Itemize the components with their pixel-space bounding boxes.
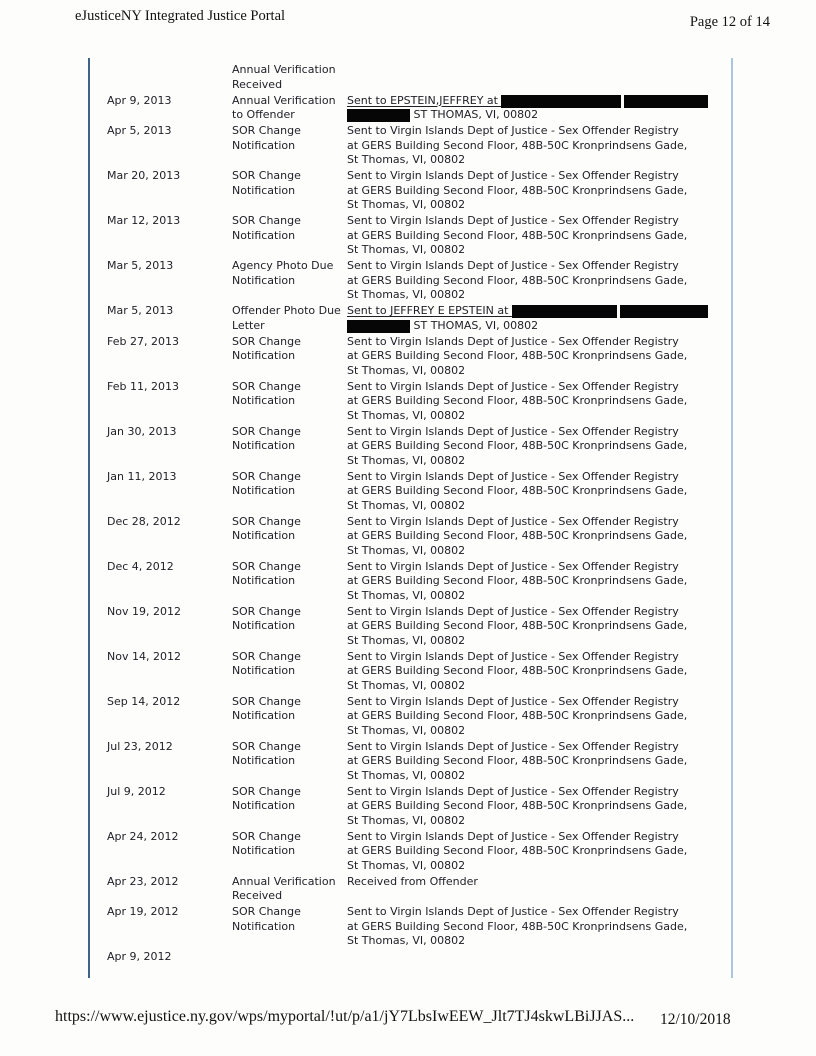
table-row [90, 94, 731, 123]
description-text: St Thomas, VI, 00802 [347, 813, 466, 827]
description-text: at GERS Building Second Floor, 48B-50C Kronprindsens Gade, [347, 919, 688, 933]
table-row [90, 214, 731, 258]
redaction-bar [512, 305, 617, 318]
description-text: Sent to Virgin Islands Dept of Justice - Sex Offender Registry [347, 905, 679, 918]
event-type: Annual Verification Received [232, 874, 336, 902]
event-description [347, 830, 731, 874]
event-type: SOR Change Notification [232, 169, 301, 197]
event-description [347, 304, 731, 333]
redaction-bar [347, 109, 410, 122]
redaction-bar [501, 95, 621, 108]
description-text: St Thomas, VI, 00802 [347, 498, 466, 512]
description-text: St Thomas, VI, 00802 [347, 633, 466, 647]
event-description [347, 335, 731, 379]
event-description [347, 425, 731, 469]
event-date: Feb 11, 2013 [107, 379, 179, 393]
description-text: St Thomas, VI, 00802 [347, 153, 466, 166]
description-text: St Thomas, VI, 00802 [347, 408, 466, 422]
event-type: SOR Change Notification [232, 469, 301, 497]
event-date: Jan 11, 2013 [107, 469, 177, 483]
description-text: Sent to JEFFREY E EPSTEIN at [347, 304, 512, 317]
event-description [347, 905, 731, 949]
table-row [90, 259, 731, 303]
event-date: Mar 5, 2013 [107, 259, 174, 272]
event-type: SOR Change Notification [232, 694, 301, 722]
description-text: at GERS Building Second Floor, 48B-50C Kronprindsens Gade, [347, 183, 688, 197]
description-text: St Thomas, VI, 00802 [347, 934, 466, 947]
description-text: at GERS Building Second Floor, 48B-50C Kronprindsens Gade, [347, 349, 688, 362]
description-text: St Thomas, VI, 00802 [347, 363, 466, 377]
table-row [90, 695, 731, 739]
event-type: SOR Change Notification [232, 829, 301, 857]
event-type: SOR Change Notification [232, 649, 301, 677]
description-text: at GERS Building Second Floor, 48B-50C Kronprindsens Gade, [347, 529, 688, 542]
table-row [90, 605, 731, 649]
table-row [90, 740, 731, 784]
description-text: at GERS Building Second Floor, 48B-50C Kronprindsens Gade, [347, 484, 688, 497]
page-number: Page 12 of 14 [689, 14, 770, 30]
description-text: Sent to Virgin Islands Dept of Justice - Sex Offender Registry [347, 784, 679, 798]
description-text: Sent to Virgin Islands Dept of Justice - Sex Offender Registry [347, 124, 679, 137]
description-text: ST THOMAS, VI, 00802 [410, 108, 539, 121]
description-text: at GERS Building Second Floor, 48B-50C Kronprindsens Gade, [347, 574, 688, 587]
event-type: SOR Change Notification [232, 784, 301, 812]
event-date: Nov 19, 2012 [107, 604, 181, 618]
event-type: Agency Photo Due Notification [232, 259, 334, 287]
description-text: Sent to Virgin Islands Dept of Justice - Sex Offender Registry [347, 514, 679, 528]
description-text: St Thomas, VI, 00802 [347, 288, 466, 301]
description-text: Sent to Virgin Islands Dept of Justice - Sex Offender Registry [347, 469, 679, 483]
event-type: SOR Change Notification [232, 905, 301, 933]
description-text: Sent to Virgin Islands Dept of Justice - Sex Offender Registry [347, 559, 679, 573]
table-row [90, 560, 731, 604]
event-date: Mar 20, 2013 [107, 169, 181, 182]
table-row [90, 515, 731, 559]
description-text: Sent to Virgin Islands Dept of Justice - Sex Offender Registry [347, 169, 679, 182]
redaction-bar [624, 95, 708, 108]
description-text: St Thomas, VI, 00802 [347, 198, 466, 211]
event-type: SOR Change Notification [232, 739, 301, 767]
description-text: St Thomas, VI, 00802 [347, 588, 466, 602]
description-text: at GERS Building Second Floor, 48B-50C Kronprindsens Gade, [347, 844, 688, 857]
event-type: SOR Change Notification [232, 424, 301, 452]
event-type: Offender Photo Due Letter [232, 304, 341, 332]
event-date: Mar 5, 2013 [107, 304, 174, 317]
event-date: Sep 14, 2012 [107, 694, 181, 708]
event-type: SOR Change Notification [232, 334, 301, 362]
description-text: Sent to Virgin Islands Dept of Justice - Sex Offender Registry [347, 694, 679, 708]
event-type: SOR Change Notification [232, 604, 301, 632]
description-text: ST THOMAS, VI, 00802 [410, 318, 539, 332]
event-description [347, 214, 731, 258]
table-row [90, 785, 731, 829]
event-description [347, 605, 731, 649]
description-text: Sent to Virgin Islands Dept of Justice - Sex Offender Registry [347, 829, 679, 843]
description-text: Sent to Virgin Islands Dept of Justice - Sex Offender Registry [347, 379, 679, 393]
table-row [90, 875, 731, 904]
event-date: Jul 23, 2012 [107, 739, 173, 753]
event-type [232, 950, 347, 965]
description-text: St Thomas, VI, 00802 [347, 243, 466, 256]
redaction-bar [347, 320, 410, 333]
event-date: Feb 27, 2013 [107, 334, 179, 348]
event-date: Apr 23, 2012 [107, 874, 179, 888]
description-text: at GERS Building Second Floor, 48B-50C Kronprindsens Gade, [347, 138, 688, 152]
event-description [347, 124, 731, 168]
description-text: Sent to Virgin Islands Dept of Justice - Sex Offender Registry [347, 334, 679, 348]
event-date: Apr 24, 2012 [107, 829, 179, 843]
event-date: Nov 14, 2012 [107, 649, 181, 663]
table-row [90, 830, 731, 874]
event-description [347, 380, 731, 424]
description-text: Sent to EPSTEIN,JEFFREY at [347, 93, 502, 107]
table-row [90, 304, 731, 333]
event-date [90, 63, 232, 92]
footer-url: https://www.ejustice.ny.gov/wps/myportal/!ut/p/a1/jY7LbsIwEEW_Jlt7TJ4skwLBiJJAS... [55, 1008, 635, 1025]
event-description [347, 560, 731, 604]
event-description [347, 785, 731, 829]
description-text: St Thomas, VI, 00802 [347, 858, 466, 872]
event-description [347, 695, 731, 739]
table-row [90, 169, 731, 213]
event-description [347, 94, 731, 123]
description-text: Received from Offender [347, 874, 478, 888]
footer-date: 12/10/2018 [660, 1011, 731, 1028]
description-text: at GERS Building Second Floor, 48B-50C Kronprindsens Gade, [347, 394, 688, 407]
description-text: at GERS Building Second Floor, 48B-50C Kronprindsens Gade, [347, 664, 688, 677]
event-description [347, 63, 731, 92]
event-date: Apr 9, 2012 [107, 950, 172, 963]
event-type: Annual Verification Received [232, 63, 336, 91]
event-type: SOR Change Notification [232, 124, 301, 152]
event-date: Mar 12, 2013 [107, 214, 181, 227]
event-date: Apr 9, 2013 [107, 93, 172, 107]
event-date: Jan 30, 2013 [107, 424, 177, 438]
description-text: at GERS Building Second Floor, 48B-50C Kronprindsens Gade, [347, 273, 688, 287]
description-text: Sent to Virgin Islands Dept of Justice - Sex Offender Registry [347, 259, 679, 272]
event-date: Dec 4, 2012 [107, 559, 174, 573]
event-description [347, 169, 731, 213]
event-date: Dec 28, 2012 [107, 514, 181, 528]
description-text: at GERS Building Second Floor, 48B-50C Kronprindsens Gade, [347, 754, 688, 767]
description-text: Sent to Virgin Islands Dept of Justice - Sex Offender Registry [347, 424, 679, 438]
event-description [347, 875, 731, 904]
description-text: at GERS Building Second Floor, 48B-50C Kronprindsens Gade, [347, 799, 688, 812]
description-text: St Thomas, VI, 00802 [347, 678, 466, 692]
event-description [347, 470, 731, 514]
event-type: SOR Change Notification [232, 379, 301, 407]
event-description [347, 950, 731, 965]
redaction-bar [620, 305, 708, 318]
description-text: at GERS Building Second Floor, 48B-50C Kronprindsens Gade, [347, 619, 688, 632]
table-row [90, 950, 731, 965]
description-text: Sent to Virgin Islands Dept of Justice - Sex Offender Registry [347, 214, 679, 227]
event-type: SOR Change Notification [232, 214, 301, 242]
description-text: at GERS Building Second Floor, 48B-50C Kronprindsens Gade, [347, 439, 688, 452]
event-date: Apr 5, 2013 [107, 124, 172, 137]
table-row [90, 63, 731, 92]
description-text: St Thomas, VI, 00802 [347, 543, 466, 557]
description-text: Sent to Virgin Islands Dept of Justice - Sex Offender Registry [347, 604, 679, 618]
page-title: eJusticeNY Integrated Justice Portal [75, 8, 286, 24]
table-row [90, 905, 731, 949]
event-type: SOR Change Notification [232, 559, 301, 587]
event-history-table [88, 58, 733, 978]
event-date: Jul 9, 2012 [107, 784, 166, 798]
description-text: St Thomas, VI, 00802 [347, 768, 466, 782]
event-type: Annual Verification to Offender [232, 93, 336, 121]
table-row [90, 380, 731, 424]
event-description [347, 650, 731, 694]
event-date: Apr 19, 2012 [107, 905, 179, 918]
description-text: Sent to Virgin Islands Dept of Justice - Sex Offender Registry [347, 739, 679, 753]
event-description [347, 515, 731, 559]
description-text: Sent to Virgin Islands Dept of Justice - Sex Offender Registry [347, 649, 679, 663]
table-row [90, 124, 731, 168]
table-row [90, 470, 731, 514]
description-text: at GERS Building Second Floor, 48B-50C Kronprindsens Gade, [347, 228, 688, 242]
description-text: at GERS Building Second Floor, 48B-50C Kronprindsens Gade, [347, 709, 688, 722]
table-row [90, 425, 731, 469]
event-type: SOR Change Notification [232, 514, 301, 542]
table-row [90, 335, 731, 379]
table-row [90, 650, 731, 694]
description-text: St Thomas, VI, 00802 [347, 453, 466, 467]
event-description [347, 259, 731, 303]
event-description [347, 740, 731, 784]
description-text: St Thomas, VI, 00802 [347, 723, 466, 737]
